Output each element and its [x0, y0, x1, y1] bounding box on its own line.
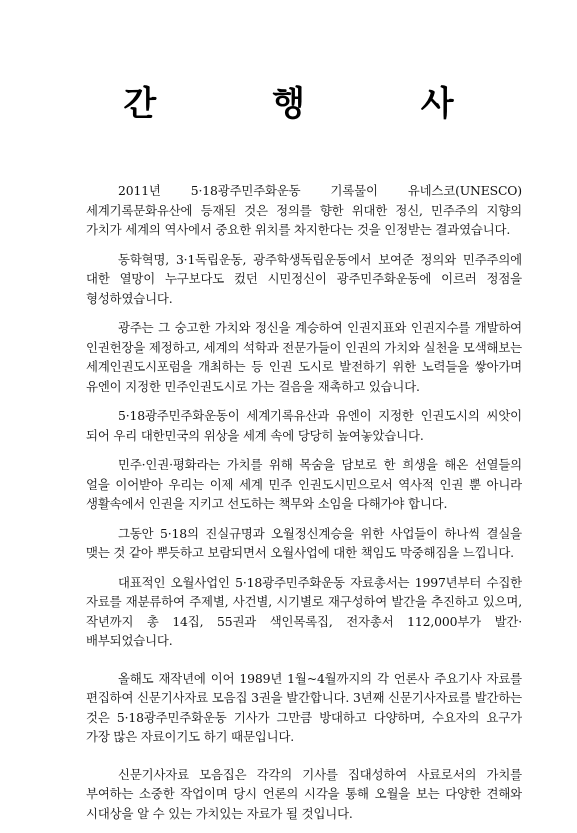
paragraph-6: 그동안 5·18의 진실규명과 오월정신계승을 위한 사업들이 하나씩 결실을 맺는 것 같아 뿌듯하고 보람되면서 오월사업에 대한 책임도 막중해짐을 느낍니다. — [86, 525, 522, 560]
page-title: 간 행 사 — [123, 84, 506, 124]
paragraph-1: 2011년 5·18광주민주화운동 기록물이 유네스코(UNESCO) 세계기록문화유산에 등재된 것은 정의를 향한 위대한 정신, 민주주의 지향의 가치가 세계의 역사에서 중요한 위치를 차지한다는 것을 인정받는 결과였습니다. — [86, 183, 522, 237]
paragraph-3: 광주는 그 숭고한 가치와 정신을 계승하여 인권지표와 인권지수를 개발하여 인권헌장을 제정하고, 세계의 석학과 전문가들이 인권의 가치와 실천을 모색해보는 세계인권도시포럼을 개최하는 등 인권 도시로 발전하기 위한 노력들을 쌓아가며 유엔이 지정한 민주인권도시로 가는 걸음을 재촉하고 있습니다. — [86, 320, 522, 394]
paragraph-5: 민주·인권·평화라는 가치를 위해 목숨을 담보로 한 희생을 해온 선열들의 얼을 이어받아 우리는 이제 세계 민주 인권도시민으로서 역사적 인권 뿐 아니라 생활속에서 인권을 지키고 선도하는 책무와 소임을 다해가야 합니다. — [86, 457, 522, 511]
body-text — [86, 181, 522, 833]
paragraph-7: 대표적인 오월사업인 5·18광주민주화운동 자료총서는 1997년부터 수집한 자료를 재분류하여 주제별, 사건별, 시기별로 재구성하여 발간을 추진하고 있으며, 작년까지 총 14집, 55권과 색인목록집, 전자총서 112,000부가 발간·배부되었습니다. — [86, 574, 522, 648]
paragraph-9: 신문기사자료 모음집은 각각의 기사를 집대성하여 사료로서의 가치를 부여하는 소중한 작업이며 당시 언론의 시각을 통해 오월을 보는 다양한 견해와 시대상을 알 수 있는 가치있는 자료가 될 것입니다. — [86, 766, 522, 821]
paragraph-2: 동학혁명, 3·1독립운동, 광주학생독립운동에서 보여준 정의와 민주주의에 대한 열망이 누구보다도 컸던 시민정신이 광주민주화운동에 이르러 정점을 형성하였습니다. — [86, 251, 522, 306]
paragraph-4: 5·18광주민주화운동이 세계기록유산과 유엔이 지정한 인권도시의 씨앗이 되어 우리 대한민국의 위상을 세계 속에 당당히 높여놓았습니다. — [86, 408, 522, 443]
paragraph-8: 올해도 재작년에 이어 1989년 1월~4월까지의 각 언론사 주요기사 자료를 편집하여 신문기사자료 모음집 3권을 발간합니다. 3년째 신문기사자료를 발간하는 것은 5·18광주민주화운동 기사가 그만큼 방대하고 다양하며, 수요자의 요구가 가장 많은 자료이기도 하기 때문입니다. — [86, 670, 522, 744]
